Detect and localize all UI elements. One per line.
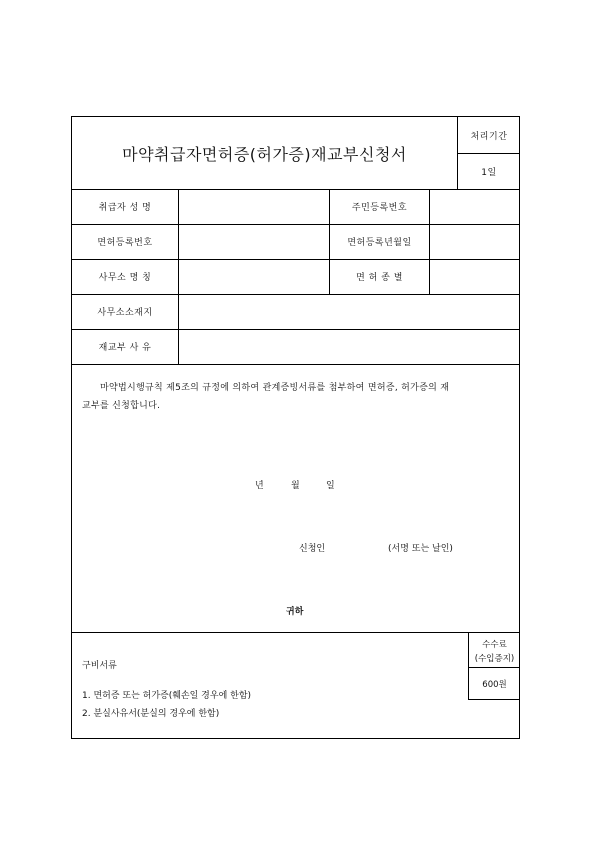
statement-line-2: 교부를 신청합니다. [82,401,161,411]
date-year-label: 년 [255,481,264,491]
signature-note: (서명 또는 날인) [388,544,453,554]
document-item-2: 2. 분실사유서(분실의 경우에 한함) [82,709,220,719]
license-type-field[interactable] [430,260,520,294]
license-type-label: 면 허 종 별 [356,273,403,283]
office-address-field[interactable] [179,295,520,329]
statement-text [82,379,512,415]
statement-line-1: 마약법시행규칙 제5조의 규정에 의하여 관계증빙서류를 첨부하여 면허증, 허가증의 재 [100,383,450,393]
applicant-label: 신청인 [299,544,326,554]
resident-number-label: 주민등록번호 [351,203,408,213]
office-name-label: 사무소 명 칭 [98,273,152,283]
license-date-label: 면허등록년월일 [347,238,412,248]
fee-value: 600원 [482,679,507,690]
reissue-reason-field[interactable] [179,330,520,364]
footer-line [72,632,520,633]
date-month-label: 월 [291,481,300,491]
license-date-field[interactable] [430,225,520,259]
license-number-label: 면허등록번호 [97,238,153,248]
documents-title: 구비서류 [82,661,117,671]
row-line-6 [72,364,520,365]
fee-box-bottom [468,699,520,700]
handler-name-label: 취급자 성 명 [98,203,152,213]
fee-label: 수수료 [482,639,507,650]
handler-name-field[interactable] [179,190,329,224]
processing-period-label: 처리기간 [470,131,508,142]
resident-number-field[interactable] [430,190,520,224]
form-title: 마약취급자면허증(허가증)재교부신청서 [122,144,407,164]
license-number-field[interactable] [179,225,329,259]
office-address-label: 사무소소재지 [97,308,153,318]
office-name-field[interactable] [179,260,329,294]
application-form [71,116,520,739]
recipient-label: 귀하 [286,607,304,617]
document-item-1: 1. 면허증 또는 허가증(훼손일 경우에 한함) [82,691,252,701]
processing-period-value: 1일 [481,168,497,178]
date-day-label: 일 [326,481,335,491]
reissue-reason-label: 재교부 사 유 [98,343,152,353]
fee-stamp-label: (수입증지) [474,653,515,664]
